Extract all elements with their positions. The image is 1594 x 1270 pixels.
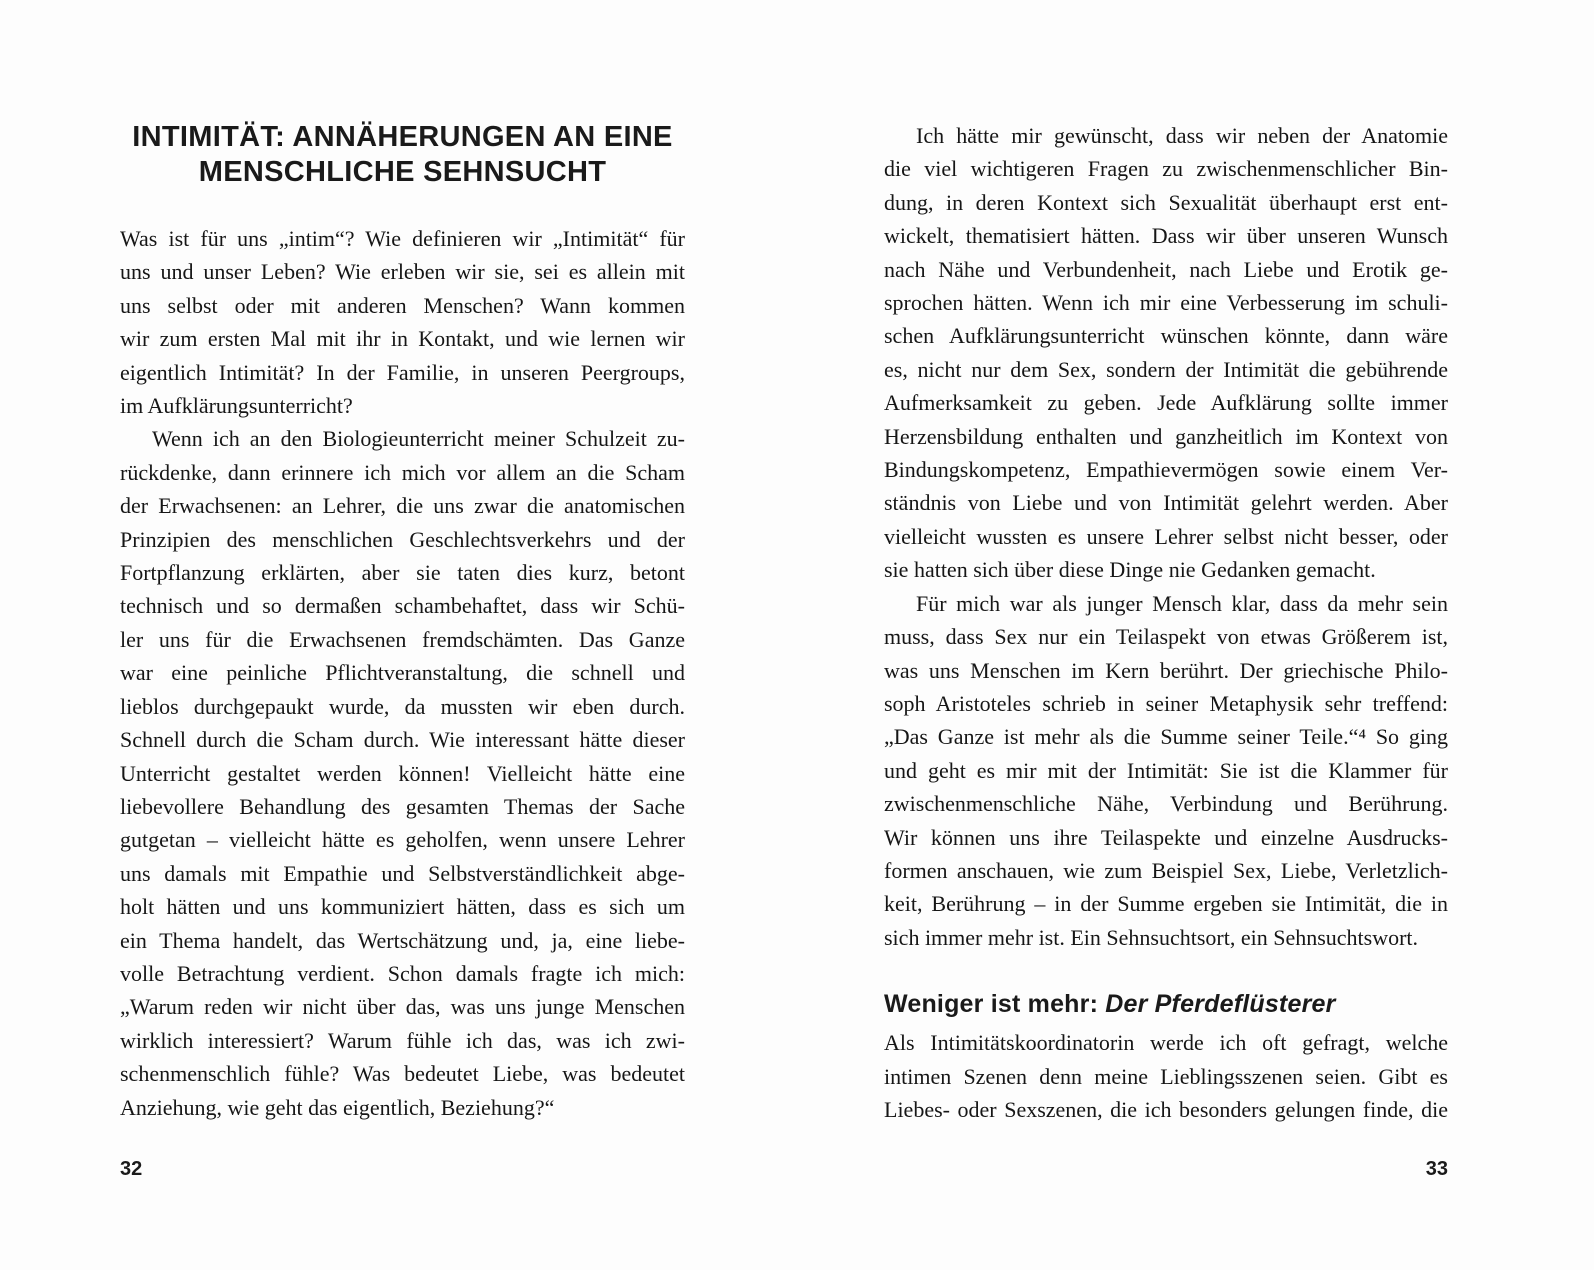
page-number-right: 33: [1425, 1158, 1448, 1180]
text-line: Herzensbildung enthalten und ganzheitlich im Kontext von: [884, 423, 1448, 449]
text-line: was uns Menschen im Kern berührt. Der griechische Philo-: [884, 657, 1448, 683]
text-line: schen Aufklärungsunterricht wünschen könnte, dann wäre: [884, 323, 1448, 349]
paragraph: [120, 222, 685, 422]
text-line: wickelt, thematisiert hätten. Dass wir über unseren Wunsch: [884, 223, 1448, 249]
text-line: „Das Ganze ist mehr als die Summe seiner Teile.“⁴ So ging: [884, 724, 1448, 750]
left-page-body-text: [120, 222, 685, 1124]
page-left: [120, 0, 685, 1270]
text-line: volle Betrachtung verdient. Schon damals fragte ich mich:: [120, 960, 685, 986]
text-line: Wir können uns ihre Teilaspekte und einzelne Ausdrucks-: [884, 824, 1448, 850]
text-line: ständnis von Liebe und von Intimität gelehrt werden. Aber: [884, 490, 1448, 516]
text-line: uns selbst oder mit anderen Menschen? Wann kommen: [120, 292, 685, 318]
text-line: Für mich war als junger Mensch klar, dass da mehr sein: [916, 590, 1448, 616]
text-line: Als Intimitätskoordinatorin werde ich oft gefragt, welche: [884, 1030, 1448, 1056]
text-line: Aufmerksamkeit zu geben. Jede Aufklärung sollte immer: [884, 390, 1448, 416]
text-line: dung, in deren Kontext sich Sexualität überhaupt erst ent-: [884, 189, 1448, 215]
paragraph: [884, 1026, 1448, 1126]
text-line: schenmenschlich fühle? Was bedeutet Liebe, was bedeutet: [120, 1061, 685, 1087]
paragraph: [120, 422, 685, 1124]
paragraph: [884, 587, 1448, 954]
page-right: [884, 0, 1448, 1270]
text-line: eigentlich Intimität? In der Familie, in unseren Peergroups,: [120, 359, 685, 385]
text-line: intimen Szenen denn meine Lieblingsszenen seien. Gibt es: [884, 1063, 1448, 1089]
text-line: war eine peinliche Pflichtveranstaltung, die schnell und: [120, 660, 685, 686]
text-line: Prinzipien des menschlichen Geschlechtsverkehrs und der: [120, 526, 685, 552]
text-line: es, nicht nur dem Sex, sondern der Intimität die gebührende: [884, 356, 1448, 382]
text-line: Ich hätte mir gewünscht, dass wir neben der Anatomie: [916, 123, 1448, 148]
text-line: Wenn ich an den Biologieunterricht meiner Schulzeit zu-: [152, 426, 685, 452]
text-line: muss, dass Sex nur ein Teilaspekt von etwas Größerem ist,: [884, 624, 1448, 650]
text-line: „Warum reden wir nicht über das, was uns junge Menschen: [120, 994, 685, 1020]
text-line: holt hätten und uns kommuniziert hätten, dass es sich um: [120, 894, 685, 920]
text-line: Fortpflanzung erklärten, aber sie taten dies kurz, betont: [120, 560, 685, 586]
text-line: Liebes- oder Sexszenen, die ich besonders gelungen finde, die: [884, 1096, 1448, 1122]
text-line: ler uns für die Erwachsenen fremdschämten. Das Ganze: [120, 626, 685, 652]
text-line: technisch und so dermaßen schambehaftet, dass wir Schü-: [120, 593, 685, 619]
text-line: und geht es mir mit der Intimität: Sie ist die Klammer für: [884, 757, 1448, 783]
right-page-body-text-after: [884, 1026, 1448, 1126]
text-line: uns damals mit Empathie und Selbstverständlichkeit abge-: [120, 860, 685, 886]
text-line: liebevollere Behandlung des gesamten Themas der Sache: [120, 793, 685, 819]
text-line: Unterricht gestaltet werden können! Vielleicht hätte eine: [120, 760, 685, 786]
text-line: wirklich interessiert? Warum fühle ich das, was ich zwi-: [120, 1027, 685, 1053]
chapter-heading: [120, 120, 685, 190]
text-line: wir zum ersten Mal mit ihr in Kontakt, und wie lernen wir: [120, 326, 685, 352]
text-line: Schnell durch die Scham durch. Wie interessant hätte dieser: [120, 727, 685, 753]
text-line: die viel wichtigeren Fragen zu zwischenmenschlicher Bin-: [884, 156, 1448, 182]
text-line: soph Aristoteles schrieb in seiner Metaphysik sehr treffend:: [884, 690, 1448, 716]
text-line: Was ist für uns „intim“? Wie definieren wir „Intimität“ für: [120, 226, 685, 251]
text-line: im Aufklärungsunterricht?: [120, 393, 353, 419]
chapter-heading-line-1: INTIMITÄT: ANNÄHERUNGEN AN EINE: [132, 121, 673, 153]
text-line: gutgetan – vielleicht hätte es geholfen, wenn unsere Lehrer: [120, 827, 685, 853]
subheading-label: Weniger ist mehr:: [884, 990, 1106, 1019]
subheading-title-italic: Der Pferdeflüsterer: [1105, 990, 1336, 1019]
text-line: formen anschauen, wie zum Beispiel Sex, Liebe, Verletzlich-: [884, 857, 1448, 883]
text-line: ein Thema handelt, das Wertschätzung und, ja, eine liebe-: [120, 927, 685, 953]
section-subheading: [884, 986, 1448, 1022]
text-line: Bindungskompetenz, Empathievermögen sowie einem Ver-: [884, 457, 1448, 483]
text-line: nach Nähe und Verbundenheit, nach Liebe und Erotik ge-: [884, 256, 1448, 282]
text-line: Anziehung, wie geht das eigentlich, Beziehung?“: [120, 1094, 555, 1120]
text-line: sie hatten sich über diese Dinge nie Gedanken gemacht.: [884, 557, 1376, 583]
chapter-heading-line-2: MENSCHLICHE SEHNSUCHT: [198, 156, 607, 188]
right-page-body-text: [884, 119, 1448, 954]
text-line: vielleicht wussten es unsere Lehrer selbst nicht besser, oder: [884, 523, 1448, 549]
paragraph: [884, 119, 1448, 587]
text-line: lieblos durchgepaukt wurde, da mussten wir eben durch.: [120, 693, 685, 719]
text-line: rückdenke, dann erinnere ich mich vor allem an die Scham: [120, 459, 685, 485]
text-line: der Erwachsenen: an Lehrer, die uns zwar die anatomischen: [120, 493, 685, 519]
text-line: uns und unser Leben? Wie erleben wir sie, sei es allein mit: [120, 259, 685, 285]
text-line: sprochen hätten. Wenn ich mir eine Verbesserung im schuli-: [884, 290, 1448, 316]
page-number-left: 32: [120, 1158, 143, 1180]
text-line: keit, Berührung – in der Summe ergeben sie Intimität, die in: [884, 891, 1448, 917]
text-line: zwischenmenschliche Nähe, Verbindung und Berührung.: [884, 791, 1448, 817]
text-line: sich immer mehr ist. Ein Sehnsuchtsort, ein Sehnsuchtswort.: [884, 924, 1419, 950]
